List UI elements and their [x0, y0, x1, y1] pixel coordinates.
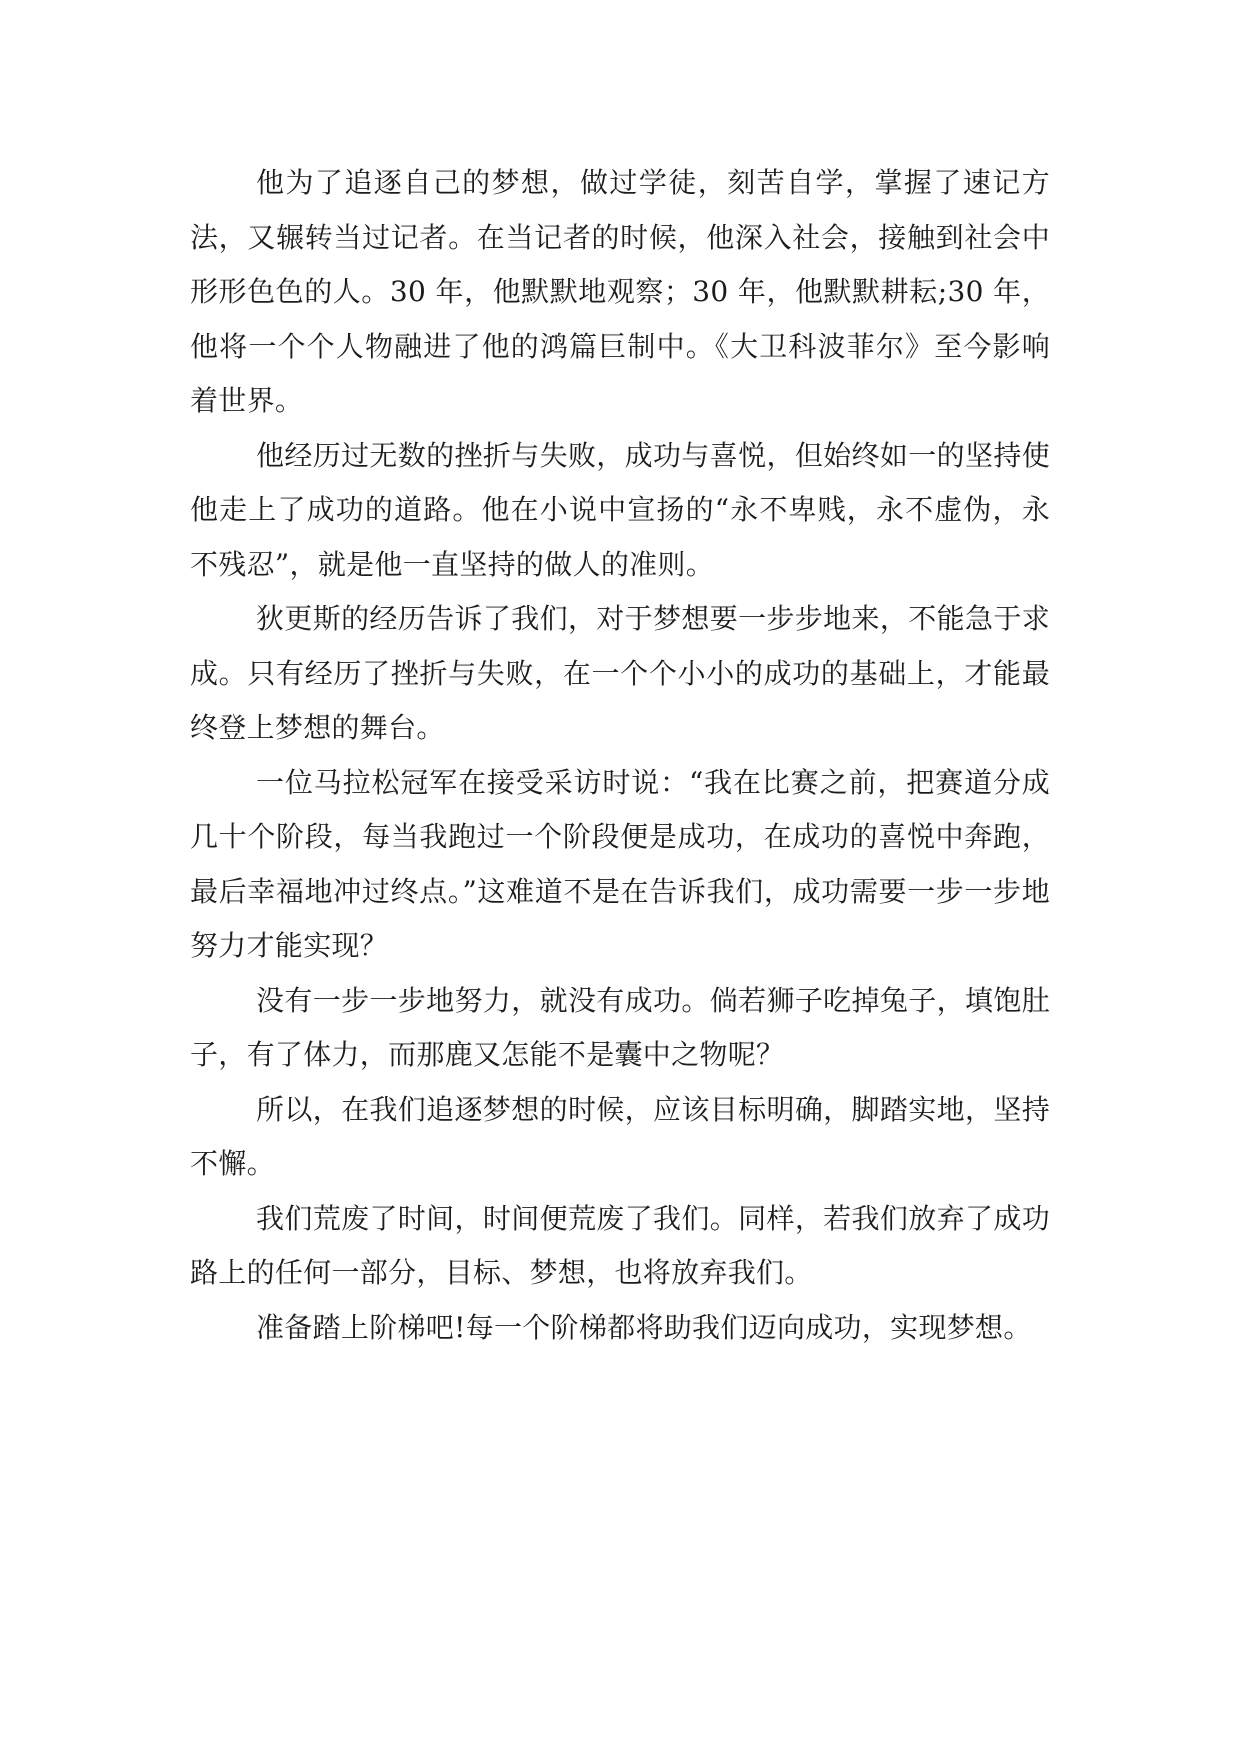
- paragraph-4: 一位马拉松冠军在接受采访时说：“我在比赛之前，把赛道分成几十个阶段，每当我跑过一个阶段便是成功，在成功的喜悦中奔跑，最后幸福地冲过终点。”这难道不是在告诉我们，成功需要一步一步地努力才能实现？: [190, 765, 1050, 962]
- paragraph-8: 准备踏上阶梯吧!每一个阶梯都将助我们迈向成功，实现梦想。: [256, 1310, 1032, 1344]
- paragraph-2: 他经历过无数的挫折与失败，成功与喜悦，但始终如一的坚持使他走上了成功的道路。他在小说中宣扬的“永不卑贱，永不虚伪，永不残忍”，就是他一直坚持的做人的准则。: [190, 438, 1050, 581]
- paragraph-3: 狄更斯的经历告诉了我们，对于梦想要一步步地来，不能急于求成。只有经历了挫折与失败，在一个个小小的成功的基础上，才能最终登上梦想的舞台。: [190, 602, 1050, 744]
- paragraph-7: 我们荒废了时间，时间便荒废了我们。同样，若我们放弃了成功路上的任何一部分，目标、梦想，也将放弃我们。: [190, 1201, 1050, 1289]
- document-body: [190, 156, 1050, 1355]
- paragraph-5: 没有一步一步地努力，就没有成功。倘若狮子吃掉兔子，填饱肚子，有了体力，而那鹿又怎能不是囊中之物呢？: [190, 983, 1050, 1071]
- paragraph-1: 他为了追逐自己的梦想，做过学徒，刻苦自学，掌握了速记方法，又辗转当过记者。在当记者的时候，他深入社会，接触到社会中形形色色的人。30 年，他默默地观察；30 年，他默默耕耘;30 年，他将一个个人物融进了他的鸿篇巨制中。《大卫科波菲尔》至今影响着世界。: [190, 166, 1050, 417]
- paragraph-6: 所以，在我们追逐梦想的时候，应该目标明确，脚踏实地，坚持不懈。: [190, 1092, 1050, 1180]
